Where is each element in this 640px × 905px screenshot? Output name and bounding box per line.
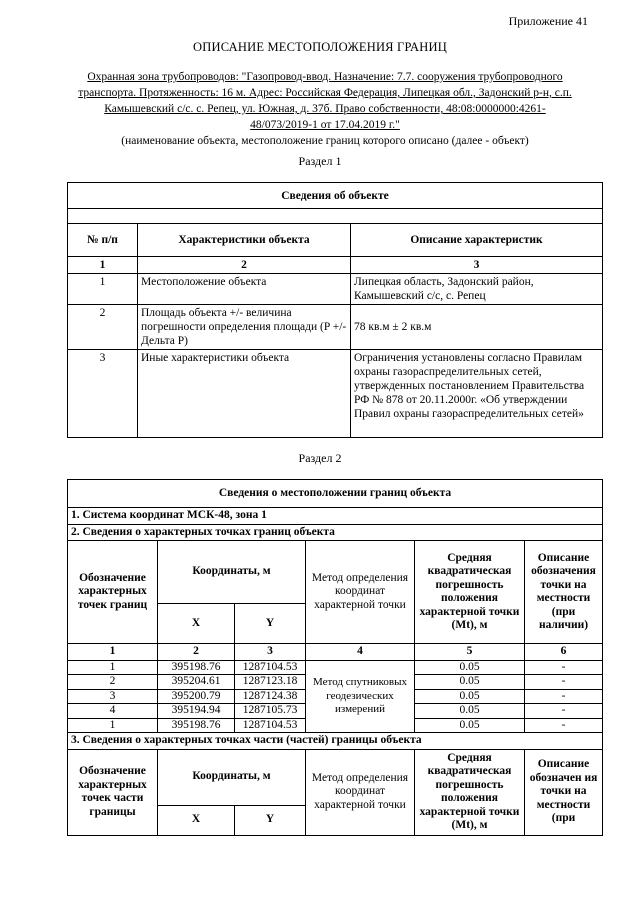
col-number-2: 2 — [138, 257, 351, 274]
section2-title: Раздел 2 — [298, 451, 342, 465]
point-description: - — [525, 660, 603, 675]
point-y: 1287104.53 — [235, 718, 306, 733]
boundary-table-title: Сведения о местоположении границ объекта — [68, 480, 603, 508]
header-x: X — [158, 604, 235, 644]
header-accuracy: Средняя квадратическая погрешность положения характерной точки (Mt), м — [415, 541, 525, 644]
object-description-line3: Камышевский с/с. с. Репец, ул. Южная, д. 37б. Право собственности, 48:08:0000000:4261- — [104, 103, 546, 115]
object-description-line4: 48/073/2019-1 от 17.04.2019 г." — [250, 119, 400, 131]
object-description — [60, 69, 590, 149]
row-value: 78 кв.м ± 2 кв.м — [351, 305, 603, 350]
empty-row — [68, 209, 603, 224]
point-x: 395200.79 — [158, 689, 235, 704]
point-accuracy: 0.05 — [415, 689, 525, 704]
part-header-point-description: Описание обозначен ия точки на местности (при — [525, 749, 603, 835]
boundary-table — [67, 479, 603, 836]
point-y: 1287123.18 — [235, 675, 306, 690]
object-info-table — [67, 182, 603, 438]
col-number-1: 1 — [68, 257, 138, 274]
object-description-line2: транспорта. Протяженность: 16 м. Адрес: Российская Федерация, Липецкая обл., Задонский р-н, с.п. — [78, 87, 572, 99]
point-accuracy: 0.05 — [415, 675, 525, 690]
header-point-description: Описание обозначения точки на местности (при наличии) — [525, 541, 603, 644]
col-number-6: 6 — [525, 644, 603, 661]
point-accuracy: 0.05 — [415, 704, 525, 719]
point-id: 1 — [68, 660, 158, 675]
row-characteristic: Местоположение объекта — [138, 274, 351, 305]
point-y: 1287104.53 — [235, 660, 306, 675]
header-coordinates: Координаты, м — [158, 541, 306, 604]
section1-title: Раздел 1 — [298, 154, 342, 168]
point-y: 1287105.73 — [235, 704, 306, 719]
object-description-caption: (наименование объекта, местоположение границ которого описано (далее - объект) — [121, 135, 529, 147]
col-number-3: 3 — [351, 257, 603, 274]
point-description: - — [525, 704, 603, 719]
part-header-coordinates: Координаты, м — [158, 749, 306, 805]
point-method: Метод спутниковых геодезических измерений — [306, 660, 415, 733]
point-description: - — [525, 718, 603, 733]
points-section-title: 2. Сведения о характерных точках границ объекта — [68, 524, 603, 541]
row-number: 1 — [68, 274, 138, 305]
point-accuracy: 0.05 — [415, 718, 525, 733]
part-points-section-title: 3. Сведения о характерных точках части (частей) границы объекта — [68, 733, 603, 750]
col-number-4: 4 — [306, 644, 415, 661]
part-header-x: X — [158, 805, 235, 835]
header-characteristic: Характеристики объекта — [138, 224, 351, 257]
document-title: ОПИСАНИЕ МЕСТОПОЛОЖЕНИЯ ГРАНИЦ — [193, 40, 447, 54]
col-number-5: 5 — [415, 644, 525, 661]
part-header-method: Метод определения координат характерной точки — [306, 749, 415, 835]
row-characteristic: Площадь объекта +/- величина погрешности определения площади (P +/- Дельта P) — [138, 305, 351, 350]
point-description: - — [525, 675, 603, 690]
header-description: Описание характеристик — [351, 224, 603, 257]
header-method: Метод определения координат характерной точки — [306, 541, 415, 644]
point-y: 1287124.38 — [235, 689, 306, 704]
col-number-2: 2 — [158, 644, 235, 661]
appendix-label: Приложение 41 — [508, 14, 588, 28]
part-header-designation: Обозначение характерных точек части границы — [68, 749, 158, 835]
point-accuracy: 0.05 — [415, 660, 525, 675]
col-number-3: 3 — [235, 644, 306, 661]
object-description-line1: Охранная зона трубопроводов: "Газопровод-ввод. Назначение: 7.7. сооружения трубопроводного — [87, 71, 563, 83]
point-id: 2 — [68, 675, 158, 690]
col-number-1: 1 — [68, 644, 158, 661]
point-id: 4 — [68, 704, 158, 719]
part-header-accuracy: Средняя квадратическая погрешность положения характерной точки (Mt), м — [415, 749, 525, 835]
header-y: Y — [235, 604, 306, 644]
point-x: 395198.76 — [158, 660, 235, 675]
point-description: - — [525, 689, 603, 704]
coord-system: 1. Система координат МСК-48, зона 1 — [68, 508, 603, 525]
point-id: 3 — [68, 689, 158, 704]
row-number: 2 — [68, 305, 138, 350]
object-info-table-title: Сведения об объекте — [68, 183, 603, 209]
header-designation: Обозначение характерных точек границ — [68, 541, 158, 644]
point-x: 395194.94 — [158, 704, 235, 719]
row-value: Ограничения установлены согласно Правилам охраны газораспределительных сетей, утвержденных постановлением Правительства РФ № 878 от 20.11.2000г. «Об утверждении Правил охраны газораспределительных сетей» — [351, 350, 603, 438]
header-number: № п/п — [68, 224, 138, 257]
point-row — [68, 660, 603, 675]
point-x: 395198.76 — [158, 718, 235, 733]
row-characteristic: Иные характеристики объекта — [138, 350, 351, 438]
row-value: Липецкая область, Задонский район, Камышевский с/с, с. Репец — [351, 274, 603, 305]
part-header-y: Y — [235, 805, 306, 835]
point-x: 395204.61 — [158, 675, 235, 690]
point-id: 1 — [68, 718, 158, 733]
row-number: 3 — [68, 350, 138, 438]
